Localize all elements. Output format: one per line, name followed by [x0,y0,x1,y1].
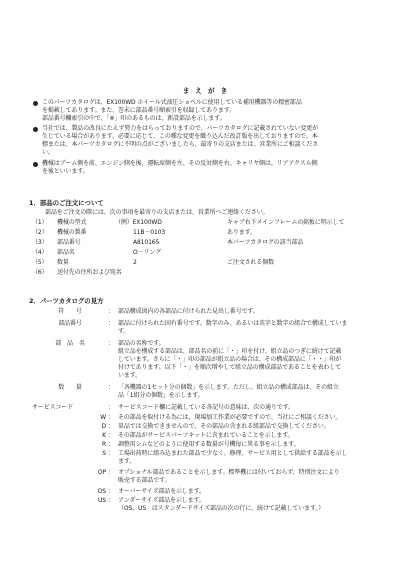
service-code-row: S ： 工場出荷時に組み込まれた部品で少なく、修理、サービス用として供給する部品を示し ます。 [32,450,392,466]
service-code-row: R ： 調整用シムなどのように使用する数量が号機毎に異る事を示します。 [32,441,392,449]
text-line: 工場出荷時に組み込まれた部品で少なく、修理、サービス用として供給する部品を示し [118,450,348,457]
legend-item: 部品番号 ： 部品に付けられた固有番号です。数字のみ、あるいは英字と数字の組合で構成していま す。 [32,320,392,336]
text-line: その部品を取付ける為には、現場加工作業が必要ですので、当社にご相談ください。 [118,414,342,421]
text-line: 「各機器の1セット分の個数」を示します。ただし、組立品の構成部品は、その組立 [118,384,339,391]
order-row [32,249,344,257]
order-value: （例）EX100WD [115,219,162,226]
order-value: A810165 [133,239,160,246]
page-title: まえがき [182,87,234,95]
order-label: 送付先の住所および宛名 [57,269,122,276]
text-line: 組立品を構成する部品は、部品名の前に「・」印を付け、組立品のつぎに続けて記載 [118,348,342,355]
service-code: W [100,414,106,421]
order-note: ご注文される個数 [227,259,275,266]
text-line: しています。さらに「・」印の部品が組立品の場合は、その構成部品に「・・」印が [118,356,341,363]
legend-term: 部品番号 [58,320,82,327]
service-code: OS [97,488,106,495]
intro-paragraph-3 [42,160,318,176]
legend-item: 符 号 ： 部品構成図内の各部品に付けられた見出し番号です。 [32,308,392,316]
order-row [32,219,344,227]
order-value: 11B－0103 [133,229,166,236]
service-code: R [101,441,106,448]
text-line: を掲載してあります。また、巻末に部品番号順索引を収録してあります。 [42,107,236,114]
service-code-row: K ： その部品がサービスパーツキットに含まれていることを示します。 [32,432,392,440]
text-line: 調整用シムなどのように使用する数量が号機毎に異る事を示します。 [118,441,300,448]
legend-term: 部 品 名 [55,340,85,347]
order-label: 数量 [57,259,69,266]
text-line: 当社では、製品の改良にたえず努力をはらっておりますので、パーツカタログに記載されていない変更が [42,125,319,132]
section-1-heading: 1．部品のご注文について [29,199,104,207]
intro-paragraph-1 [42,99,302,123]
legend-term: サービスコード [32,404,74,411]
order-note: 本パーツカタログの該当部品 [227,239,304,246]
text-line: アンダーサイズ部品を示します。 [118,497,205,504]
text-line: 標または、本パーツカタログに不明の点がございましたら、最寄りの支店または、営業所にご相談くださ [42,141,319,148]
section-1-lead: 部品をご注文の際には、次の事項を最寄りの支店または、営業所へご連絡ください。 [45,209,269,216]
text-line: サービスコード欄に記載している各記号の意味は、次の通りです。 [118,404,294,411]
legend-item: サービスコード ： サービスコード欄に記載している各記号の意味は、次の通りです。 [32,404,294,411]
service-code-row: OS ： オーバーサイズ部品を示します。 [32,488,392,496]
text-line: ます。 [118,458,136,465]
section-2-heading: 2．パーツカタログの見方 [29,297,104,305]
service-code-row: OP ： オプショナル部品であることを示します。標準機には付いておらず、特別注文により 販売する部品です。 [32,469,392,485]
text-line: す。 [118,328,130,335]
order-no: （1） [32,219,48,226]
bullet-icon [33,162,38,167]
legend-term: 数 量 [58,384,82,391]
service-code: OP [97,469,106,476]
legend-item: 数 量 ： 「各機器の1セット分の個数」を示します。ただし、組立品の構成部品は、その組立 品「1組分の個数」を示します。 [32,384,392,400]
text-line: います。 [118,372,142,379]
order-no: （2） [32,229,48,236]
text-line: オプショナル部品であることを示します。標準機には付いておらず、特別注文により [118,469,340,476]
service-code: US [98,497,106,504]
order-value: 2 [133,259,137,266]
text-line: 部品の名称です。 [118,340,165,347]
text-line: 品「1組分の個数」を示します。 [118,392,204,399]
service-code: D [101,423,106,430]
order-no: （3） [32,239,48,246]
legend-item: 部 品 名 ： 部品の名称です。 組立品を構成する部品は、部品名の前に「・」印を付け、組立品のつぎに続けて記載 しています。さらに「・」印の部品が組立品の場合は、その構成部品に「・・」印が 付けてあります。以下「・」を順次増やして組立品の構成部品であることを表わして います。 [32,340,392,380]
order-no: （6） [32,269,48,276]
order-row [32,239,344,247]
order-note: あります。 [227,229,256,236]
legend-term: 符 号 [58,308,82,315]
order-row [32,269,344,277]
service-code-row: US ： アンダーサイズ部品を示します。 （OS，US はスタンダードサイズ部品の次の行に、続けて記載しています。） [32,497,392,513]
order-row [32,229,344,237]
text-line: その部品がサービスパーツキットに含まれていることを示します。 [118,432,294,439]
service-code: S [102,450,106,457]
order-no: （5） [32,259,48,266]
order-value: O－リング [133,249,162,256]
text-line: 生じている場合があります。必要に応じて、この種な変更を織り込んだ改訂版を出しておりますので、本 [42,133,318,140]
text-line: このパーツカタログは、EX100WD ホイール式油圧ショベルに使用している補用機器等の精密部品 [42,99,302,106]
bullet-icon [33,127,38,132]
order-note: キャブ右下メインフレームの銘板に明示して [227,219,345,226]
legend-list [32,308,392,513]
order-label: 機械の製番 [57,229,87,236]
service-code-row: W ： その部品を取付ける為には、現場加工作業が必要ですので、当社にご相談ください。 [32,414,392,422]
service-code-row: D ： 単品では交換できませんので、その部品の含まれる組部品で交換してください。 [32,423,392,431]
order-list [32,219,344,277]
text-line: 付けてあります。以下「・」を順次増やして組立品の構成部品であることを表わして [118,364,341,371]
text-line: （OS，US はスタンダードサイズ部品の次の行に、続けて記載しています。） [118,505,325,512]
text-line: を後といいます。 [42,168,89,175]
order-label: 部品名 [57,249,75,256]
bullet-icon [33,101,38,106]
text-line: い。 [42,149,54,156]
text-line: 部品に付けられた固有番号です。数字のみ、あるいは英字と数字の組合で構成していま [118,320,348,327]
service-code-list [32,414,392,513]
text-line: 機械はブーム側を前、エンジン側を後、運転席側を左、その反対側を右、キャリヤ側は、リアアクスル側 [42,160,318,167]
text-line: オーバーサイズ部品を示します。 [118,488,205,495]
text-line: 単品では交換できませんので、その部品の含まれる組部品で交換してください。 [118,423,330,430]
order-no: （4） [32,249,48,256]
service-code: K [102,432,106,439]
intro-paragraph-2 [42,125,318,157]
text-line: 販売する部品です。 [118,477,171,484]
text-line: 部品番号欄索引の中で、「※」印のあるものは、新設部品を示します。 [42,115,226,122]
order-label: 機械の型式 [57,219,87,226]
order-row [32,259,344,267]
text-line: 部品構成図内の各部品に付けられた見出し番号です。 [118,308,259,315]
order-label: 部品番号 [57,239,81,246]
